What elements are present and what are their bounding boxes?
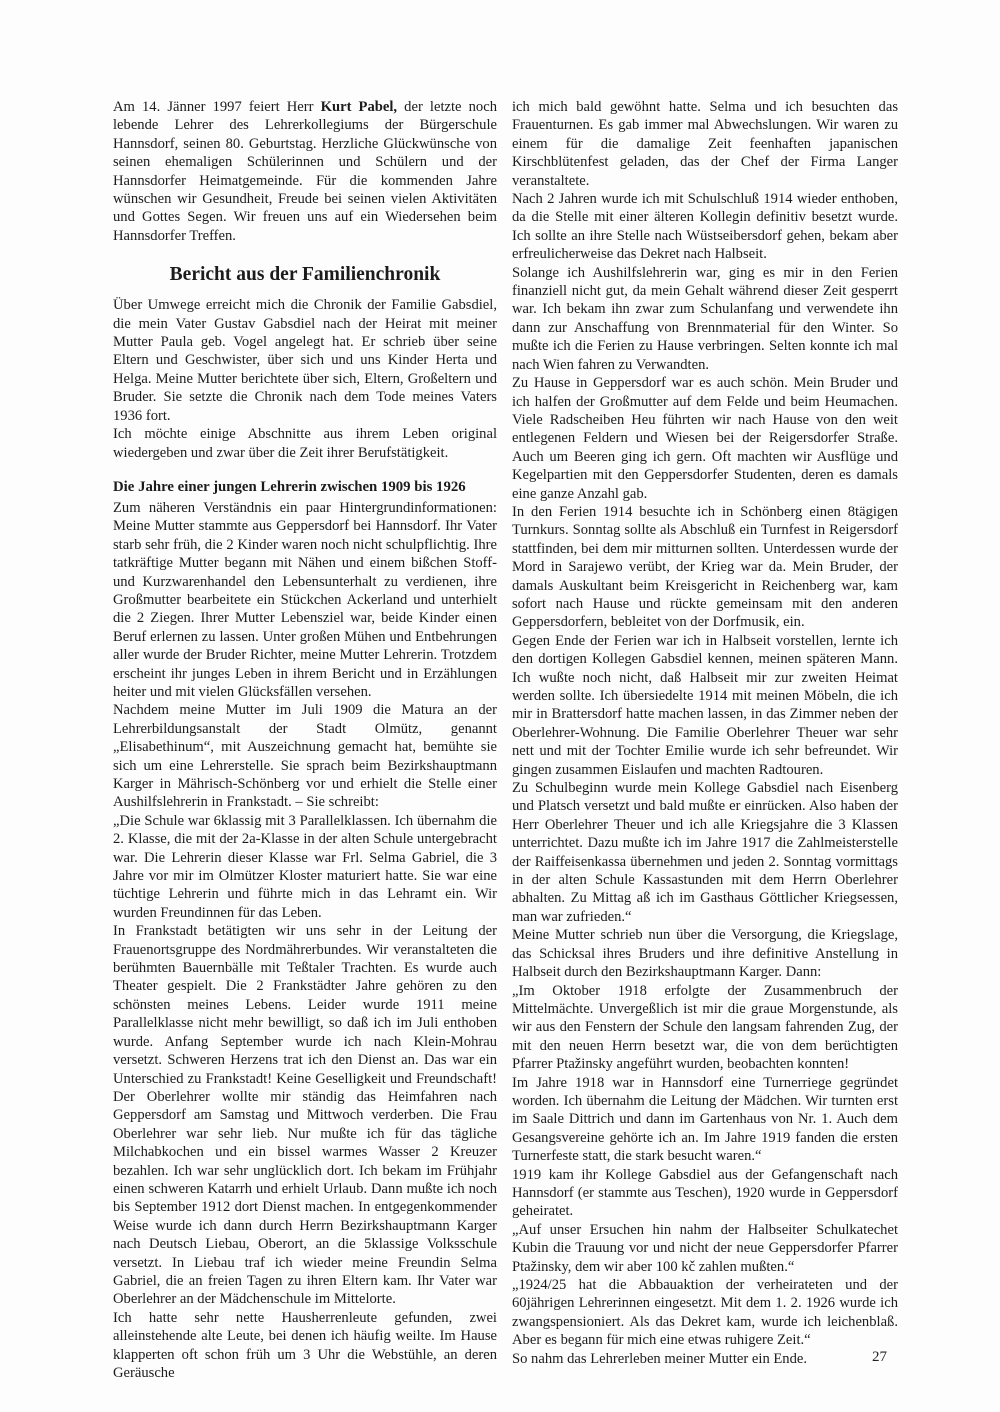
body-paragraph: Gegen Ende der Ferien war ich in Halbseit vorstellen, lernte ich den dortigen Kollegen Gabsdiel kennen, meinen späteren Mann. Ich wußte noch nicht, daß Halbseit mir zur zweiten Heimat werden sollte. Ich übersiedelte 1914 mit meinen Möbeln, die ich mir in Brattersdorf hatte machen lassen, in das Zimmer neben der Oberlehrer-Wohnung. Die Familie Oberlehrer Theuer war sehr nett und mit der Tochter Emilie wurde ich sehr befreundet. Wir gingen zusammen Eislaufen und machten Radtouren. <box>512 632 898 778</box>
intro-text-start: Am 14. Jänner 1997 feiert Herr <box>113 99 321 115</box>
body-paragraph: Meine Mutter schrieb nun über die Versorgung, die Kriegslage, das Schicksal ihres Bruders und ihre definitive Anstellung in Halbseit durch den Bezirkshauptmann Karger. Dann: <box>512 927 898 981</box>
intro-text-end: der letzte noch lebende Lehrer des Lehrerkollegiums der Bürgerschule Hannsdorf, seinen 80. Geburtstag. Herzliche Glückwünsche von seinen ehemaligen Schülerinnen und Schülern und der Hannsdorfer Heimatgemeinde. Für die kommenden Jahre wünschen wir Gesundheit, Freude bei seinen vielen Aktivitäten und Gottes Segen. Wir freuen uns auf ein Wiedersehen beim Hannsdorfer Treffen. <box>113 99 498 244</box>
page-number: 27 <box>872 1349 887 1365</box>
left-column <box>113 98 497 1382</box>
body-paragraph: „Die Schule war 6klassig mit 3 Parallelklassen. Ich übernahm die 2. Klasse, die mit der 2a-Klasse in der alten Schule untergebracht war. Die Lehrerin dieser Klasse war Frl. Selma Gabriel, die 3 Jahre vor mir im Olmützer Kloster maturiert hatte. Sie war eine tüchtige Lehrerin und führte mich in das Lehramt ein. Wir wurden Freundinnen für das Leben. <box>113 812 497 921</box>
body-paragraph: Solange ich Aushilfslehrerin war, ging es mir in den Ferien finanziell nicht gut, da mein Gehalt während dieser Zeit gesperrt war. Ich bekam ihn zwar zum Schulanfang und verwendete ihn dann zur Anschaffung von Brennmaterial für den Winter. So mußte ich die Ferien zu Hause verbringen. Selten konnte ich mal nach Wien fahren zu Verwandten. <box>512 264 898 373</box>
body-paragraph: Zu Hause in Geppersdorf war es auch schön. Mein Bruder und ich halfen der Großmutter auf dem Felde und beim Heumachen. Viele Radscheiben Heu führten wir nach Hause von den weit entlegenen Feldern und Wiesen bei der Reigersdorfer Straße. Auch um Beeren ging ich gern. Oft machten wir Ausflüge und Kegelpartien mit den Geppersdorfer Studenten, deren es damals eine ganze Anzahl gab. <box>512 375 898 502</box>
article-title: Bericht aus der Familienchronik <box>169 264 441 286</box>
section-subtitle: Die Jahre einer jungen Lehrerin zwischen 1909 bis 1926 <box>113 478 466 495</box>
body-paragraph: Ich hatte sehr nette Hausherrenleute gefunden, zwei alleinstehende alte Leute, bei denen ich häufig weilte. Im Hause klapperten oft schon früh um 3 Uhr die Webstühle, an deren Geräusche <box>113 1309 497 1381</box>
chronicle-paragraph: Ich möchte einige Abschnitte aus ihrem Leben original wiedergeben und zwar über die Zeit ihrer Berufstätigkeit. <box>113 426 497 461</box>
body-paragraph: Im Jahre 1918 war in Hannsdorf eine Turnerriege gegründet worden. Ich übernahm die Leitung der Mädchen. Wir turnten erst im Saale Dittrich und dann im Gartenhaus von Nr. 1. Auch dem Gesangsvereine gehörte ich an. Im Jahre 1919 fanden die ersten Turnerfeste statt, die stark besucht waren.“ <box>512 1074 898 1165</box>
body-paragraph: „Im Oktober 1918 erfolgte der Zusammenbruch der Mittelmächte. Unvergeßlich ist mir die graue Morgenstunde, als wir aus den Fenstern der Schule den langsam fahrenden Zug, der mit den neuen Herrn besetzt war, die von dem berüchtigten Pfarrer Ptažinsky angeführt wurden, beobachten konnten! <box>512 982 898 1073</box>
honoree-name: Kurt Pabel, <box>320 99 398 115</box>
body-paragraph: In Frankstadt betätigten wir uns sehr in der Leitung der Frauenortsgruppe des Nordmährerbundes. Wir veranstalteten die berühmten Bauernbälle mit Teßtaler Trachten. Es wurde auch Theater gespielt. Die 2 Frankstädter Jahre gehören zu den schönsten meines Lebens. Leider wurde 1911 meine Parallelklasse nicht mehr bewilligt, so daß ich im Juli enthoben wurde. Anfang September wurde ich nach Klein-Mohrau versetzt. Schweren Herzens trat ich den Dienst an. Das war ein Unterschied zu Frankstadt! Keine Geselligkeit und Freundschaft! Der Oberlehrer wollte mir ständig das Heimfahren nach Geppersdorf am Samstag und Mittwoch verderben. Die Frau Oberlehrer war sehr lieb. Nur mußte ich für das tägliche Milchabkochen und ein bissel warmes Wasser 2 Kreuzer bezahlen. Ich war sehr unglücklich dort. Ich bekam im Frühjahr einen schweren Katarrh und erhielt Urlaub. Dann mußte ich noch bis September 1912 dort Dienst machen. In entgegenkommender Weise wurde ich dann durch Herrn Bezirkshauptmann Karger nach Deutsch Liebau, Oberort, an die 5klassige Volksschule versetzt. In Liebau traf ich wieder meine Freundin Selma Gabriel, die an freien Tagen zu ihren Eltern kam. Ihr Vater war Oberlehrer an der Mädchenschule im Mittelorte. <box>113 923 497 1308</box>
body-paragraph: „Auf unser Ersuchen hin nahm der Halbseiter Schulkatechet Kubin die Trauung vor und nicht der neue Geppersdorfer Pfarrer Ptažinsky, dem wir aber 100 kč zahlen mußten.“ <box>512 1221 898 1275</box>
chronicle-paragraph: Über Umwege erreicht mich die Chronik der Familie Gabsdiel, die mein Vater Gustav Gabsdiel nach der Heirat mit meiner Mutter Paula geb. Vogel angelegt hat. Er schrieb über seine Eltern und Geschwister, über sich und uns Kinder Herta und Helga. Meine Mutter berichtete über sich, Eltern, Großeltern und Bruder. Sie setzte die Chronik nach dem Tode meines Vaters 1936 fort. <box>113 297 497 424</box>
body-paragraph: Nach 2 Jahren wurde ich mit Schulschluß 1914 wieder enthoben, da die Stelle mit einer älteren Kollegin definitiv besetzt wurde. Ich sollte an ihre Stelle nach Wüstseibersdorf gehen, bekam aber erfreulicherweise das Dekret nach Halbseit. <box>512 191 898 263</box>
body-paragraph: Zu Schulbeginn wurde mein Kollege Gabsdiel nach Eisenberg und Platsch versetzt und bald mußte er einrücken. Also haben der Herr Oberlehrer Theuer und ich alle Kriegsjahre die 3 Klassen unterrichtet. Dazu mußte ich im Jahre 1917 die Zahlmeisterstelle der Raiffeisenkassa übernehmen und jeden 2. Sonntag vormittags in der alten Schule Kassastunden mit dem Herrn Oberlehrer abhalten. Zu Mittag aß ich im Gasthaus Göttlicher Kriegsessen, man war zufrieden.“ <box>512 780 898 925</box>
body-paragraph: Nachdem meine Mutter im Juli 1909 die Matura an der Lehrerbildungsanstalt der Stadt Olmütz, genannt „Elisabethinum“, mit Auszeichnung gemacht hat, bemühte sie sich um eine Lehrerstelle. Sie sprach beim Bezirkshauptmann Karger in Mährisch-Schönberg vor und erhielt die Stelle einer Aushilfslehrerin in Frankstadt. – Sie schreibt: <box>113 702 497 811</box>
body-paragraph: Zum näheren Verständnis ein paar Hintergrundinformationen: Meine Mutter stammte aus Geppersdorf bei Hannsdorf. Ihr Vater starb sehr früh, die 2 Kinder waren noch nicht schulpflichtig. Ihre tatkräftige Mutter begann mit Nähen und einem bißchen Stoff- und Kurzwarenhandel den Lebensunterhalt zu verdienen, ihre Großmutter bearbeitete ein Stückchen Ackerland und unterhielt die 2 Ziegen. Ihrer Mutter Lebensziel war, beide Kinder einen Beruf erlernen zu lassen. Unter großen Mühen und Entbehrungen aller wurde der Bruder Richter, meine Mutter Lehrerin. Trotzdem erscheint ihr junges Leben in ihrem Bericht und in Erzählungen heiter und mit vielen Glücksfällen versehen. <box>113 499 497 700</box>
birthday-paragraph <box>113 98 497 245</box>
body-paragraph: In den Ferien 1914 besuchte ich in Schönberg einen 8tägigen Turnkurs. Sonntag sollte als Abschluß ein Turnfest in Reigersdorf stattfinden, bei dem mir mitturnen sollten. Unterdessen wurde der Mord in Sarajewo verübt, der Krieg war da. Mein Bruder, der damals Auskultant beim Kreisgericht in Reichenberg war, kam sofort nach Hause und rückte gemeinsam mit den anderen Geppersdorfern, bebleitet von der Dorfmusik, ein. <box>512 503 898 631</box>
body-paragraph: So nahm das Lehrerleben meiner Mutter ein Ende. <box>512 1350 808 1367</box>
body-paragraph: „1924/25 hat die Abbauaktion der verheirateten und der 60jährigen Lehrerinnen eingesetzt. Mit dem 1. 2. 1926 wurde ich zwangspensioniert. Als das Dekret kam, wurde ich leichenblaß. Aber es begann für mich eine etwas ruhigere Zeit.“ <box>512 1277 898 1349</box>
right-column <box>512 98 898 1368</box>
body-paragraph: ich mich bald gewöhnt hatte. Selma und ich besuchten das Frauenturnen. Es gab immer mal Abwechslungen. Wir waren zu einem für die damalige Zeit feenhaften japanischen Kirschblütenfest geladen, das der Chef der Firma Langer veranstaltete. <box>512 99 898 189</box>
body-paragraph: 1919 kam ihr Kollege Gabsdiel aus der Gefangenschaft nach Hannsdorf (er stammte aus Teschen), 1920 wurde in Geppersdorf geheiratet. <box>512 1166 898 1220</box>
